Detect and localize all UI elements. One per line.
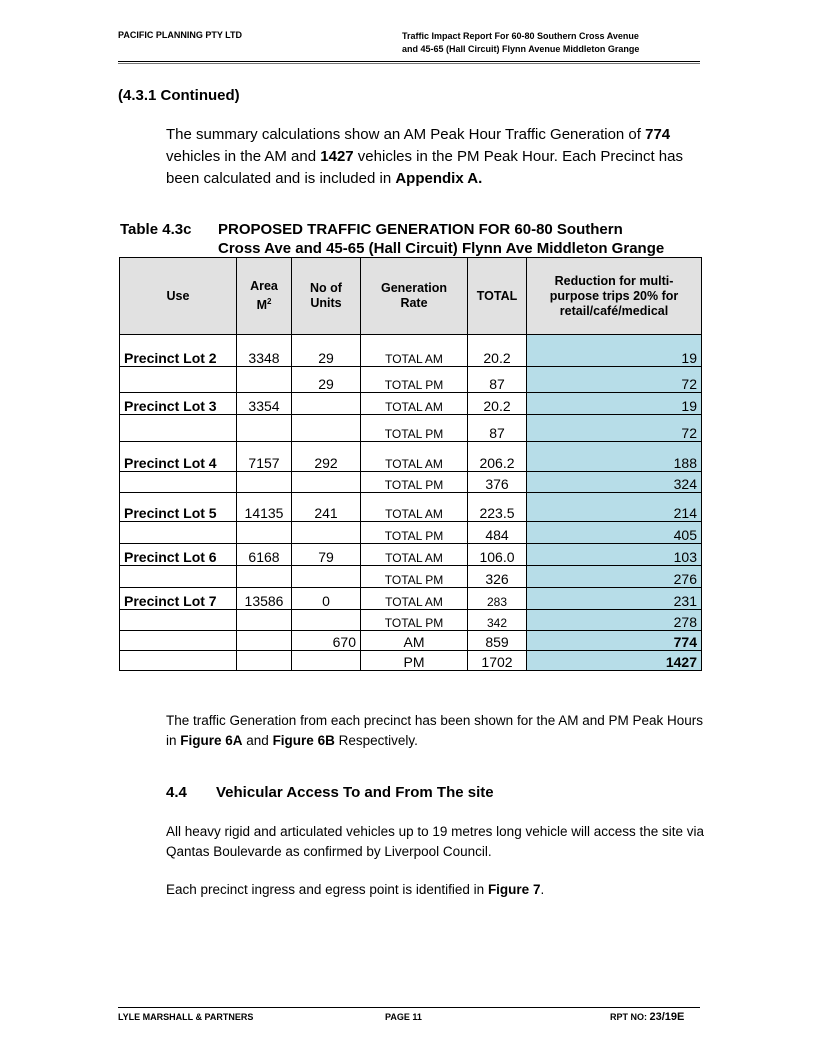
cell-reduction: 19 bbox=[527, 335, 702, 367]
table-row bbox=[120, 588, 702, 610]
cell-use: Precinct Lot 4 bbox=[120, 442, 237, 472]
cell-units: 670 bbox=[292, 631, 361, 651]
table-row bbox=[120, 651, 702, 671]
table-row bbox=[120, 442, 702, 472]
cell-rate: AM bbox=[361, 631, 468, 651]
col-header-rate-l1: Generation bbox=[381, 281, 447, 295]
cell-total: 859 bbox=[468, 631, 527, 651]
cell-use: Precinct Lot 7 bbox=[120, 588, 237, 610]
cell-units: 29 bbox=[292, 335, 361, 367]
cell-rate: TOTAL AM bbox=[361, 544, 468, 566]
cell-use bbox=[120, 472, 237, 493]
figures-paragraph bbox=[166, 711, 706, 751]
cell-total: 87 bbox=[468, 415, 527, 442]
cell-use: Precinct Lot 6 bbox=[120, 544, 237, 566]
cell-use: Precinct Lot 3 bbox=[120, 393, 237, 415]
cell-area: 13586 bbox=[237, 588, 292, 610]
cell-units bbox=[292, 522, 361, 544]
table-row bbox=[120, 493, 702, 522]
col-header-units bbox=[292, 258, 361, 335]
ingress-paragraph bbox=[166, 880, 706, 900]
table-row bbox=[120, 544, 702, 566]
cell-use: Precinct Lot 2 bbox=[120, 335, 237, 367]
cell-reduction: 1427 bbox=[527, 651, 702, 671]
cell-area bbox=[237, 522, 292, 544]
cell-reduction: 774 bbox=[527, 631, 702, 651]
col-header-units-l2: Units bbox=[310, 296, 342, 310]
figure-7-reference: Figure 7 bbox=[487, 882, 541, 897]
cell-reduction: 276 bbox=[527, 566, 702, 588]
footer-report-number bbox=[610, 1011, 684, 1023]
ingress-text-2: . bbox=[540, 882, 545, 897]
cell-rate: TOTAL AM bbox=[361, 393, 468, 415]
header-report-title bbox=[402, 30, 639, 56]
cell-units: 0 bbox=[292, 588, 361, 610]
col-header-reduction: Reduction for multi-purpose trips 20% for retail/café/medical bbox=[527, 258, 702, 335]
cell-total: 20.2 bbox=[468, 393, 527, 415]
cell-units: 241 bbox=[292, 493, 361, 522]
cell-rate: TOTAL AM bbox=[361, 335, 468, 367]
footer-page-number: PAGE 11 bbox=[385, 1012, 422, 1022]
cell-area bbox=[237, 610, 292, 631]
cell-total: 326 bbox=[468, 566, 527, 588]
table-header-row bbox=[120, 258, 702, 335]
cell-reduction: 188 bbox=[527, 442, 702, 472]
table-row bbox=[120, 367, 702, 393]
table-caption-label: Table 4.3c bbox=[120, 221, 192, 238]
section-title: Vehicular Access To and From The site bbox=[216, 784, 494, 801]
cell-reduction: 278 bbox=[527, 610, 702, 631]
header-rule-secondary bbox=[118, 63, 700, 64]
cell-rate: TOTAL PM bbox=[361, 610, 468, 631]
figures-text-1: The traffic Generation from each precinct has been shown for the AM and PM Peak Hours in bbox=[166, 713, 704, 748]
header-rule bbox=[118, 61, 700, 62]
table-row bbox=[120, 522, 702, 544]
cell-rate: TOTAL PM bbox=[361, 415, 468, 442]
cell-use bbox=[120, 415, 237, 442]
table-row bbox=[120, 415, 702, 442]
cell-rate: TOTAL PM bbox=[361, 367, 468, 393]
cell-use bbox=[120, 522, 237, 544]
cell-units: 29 bbox=[292, 367, 361, 393]
cell-total: 20.2 bbox=[468, 335, 527, 367]
figures-text-3: Respectively. bbox=[334, 733, 418, 748]
col-header-area bbox=[237, 258, 292, 335]
figure-6b-reference: Figure 6B bbox=[272, 733, 335, 748]
ingress-text-1: Each precinct ingress and egress point is identified in bbox=[166, 882, 488, 897]
appendix-reference: Appendix A. bbox=[395, 170, 483, 187]
cell-total: 206.2 bbox=[468, 442, 527, 472]
cell-area: 6168 bbox=[237, 544, 292, 566]
figures-text-2: and bbox=[242, 733, 273, 748]
cell-total: 342 bbox=[468, 610, 527, 631]
col-header-area-unit: M bbox=[256, 298, 267, 313]
cell-reduction: 19 bbox=[527, 393, 702, 415]
cell-reduction: 405 bbox=[527, 522, 702, 544]
footer-firm: LYLE MARSHALL & PARTNERS bbox=[118, 1012, 254, 1022]
cell-units bbox=[292, 566, 361, 588]
access-paragraph: All heavy rigid and articulated vehicles up to 19 metres long vehicle will access the site via Qantas Boulevarde as confirmed by Liverpool Council. bbox=[166, 824, 705, 859]
table-row bbox=[120, 472, 702, 493]
cell-units bbox=[292, 415, 361, 442]
cell-use bbox=[120, 610, 237, 631]
cell-area bbox=[237, 631, 292, 651]
col-header-rate-l2: Rate bbox=[400, 296, 428, 310]
figure-6a-reference: Figure 6A bbox=[180, 733, 243, 748]
cell-units bbox=[292, 610, 361, 631]
footer-rule bbox=[118, 1007, 700, 1008]
cell-rate: TOTAL PM bbox=[361, 566, 468, 588]
cell-units bbox=[292, 472, 361, 493]
cell-reduction: 231 bbox=[527, 588, 702, 610]
section-number: 4.4 bbox=[166, 784, 187, 801]
summary-paragraph bbox=[166, 124, 706, 190]
cell-use bbox=[120, 631, 237, 651]
cell-rate: TOTAL AM bbox=[361, 442, 468, 472]
cell-area: 3354 bbox=[237, 393, 292, 415]
cell-units bbox=[292, 651, 361, 671]
am-total-value: 774 bbox=[645, 126, 671, 143]
cell-reduction: 103 bbox=[527, 544, 702, 566]
section-continued-heading: (4.3.1 Continued) bbox=[118, 87, 240, 104]
col-header-total: TOTAL bbox=[468, 258, 527, 335]
cell-area bbox=[237, 367, 292, 393]
traffic-generation-table bbox=[119, 257, 702, 671]
cell-rate: PM bbox=[361, 651, 468, 671]
cell-rate: TOTAL PM bbox=[361, 472, 468, 493]
cell-area bbox=[237, 566, 292, 588]
table-row bbox=[120, 335, 702, 367]
cell-rate: TOTAL AM bbox=[361, 588, 468, 610]
pm-total-value: 1427 bbox=[320, 148, 354, 165]
header-company: PACIFIC PLANNING PTY LTD bbox=[118, 30, 243, 40]
cell-total: 283 bbox=[468, 588, 527, 610]
cell-units bbox=[292, 393, 361, 415]
cell-area bbox=[237, 472, 292, 493]
header-title-line2: and 45-65 (Hall Circuit) Flynn Avenue Middleton Grange bbox=[402, 44, 640, 54]
col-header-area-label: Area bbox=[250, 278, 278, 293]
cell-reduction: 72 bbox=[527, 367, 702, 393]
col-header-use: Use bbox=[120, 258, 237, 335]
summary-text-2: vehicles in the AM and bbox=[166, 148, 321, 165]
col-header-rate bbox=[361, 258, 468, 335]
cell-total: 376 bbox=[468, 472, 527, 493]
footer-report-prefix: RPT NO: bbox=[610, 1012, 650, 1022]
cell-area: 3348 bbox=[237, 335, 292, 367]
table-row bbox=[120, 631, 702, 651]
table-caption-line2: Cross Ave and 45-65 (Hall Circuit) Flynn Ave Middleton Grange bbox=[218, 240, 665, 257]
cell-rate: TOTAL AM bbox=[361, 493, 468, 522]
cell-units: 79 bbox=[292, 544, 361, 566]
cell-total: 87 bbox=[468, 367, 527, 393]
cell-total: 106.0 bbox=[468, 544, 527, 566]
cell-reduction: 324 bbox=[527, 472, 702, 493]
header-title-line1: Traffic Impact Report For 60-80 Southern Cross Avenue bbox=[402, 31, 639, 41]
cell-use: Precinct Lot 5 bbox=[120, 493, 237, 522]
cell-reduction: 72 bbox=[527, 415, 702, 442]
cell-use bbox=[120, 367, 237, 393]
table-row bbox=[120, 393, 702, 415]
cell-total: 223.5 bbox=[468, 493, 527, 522]
cell-area: 7157 bbox=[237, 442, 292, 472]
section-4-4-heading bbox=[166, 784, 494, 801]
cell-use bbox=[120, 651, 237, 671]
cell-units: 292 bbox=[292, 442, 361, 472]
cell-area bbox=[237, 415, 292, 442]
cell-total: 1702 bbox=[468, 651, 527, 671]
cell-area bbox=[237, 651, 292, 671]
footer-report-id: 23/19E bbox=[649, 1011, 685, 1023]
summary-text-3: vehicles in the PM Peak Hour. Each Precinct has been calculated and is included in bbox=[166, 148, 683, 187]
col-header-area-sup: 2 bbox=[266, 296, 272, 306]
col-header-units-l1: No of bbox=[310, 281, 342, 295]
table-row bbox=[120, 610, 702, 631]
table-caption bbox=[120, 220, 664, 258]
cell-rate: TOTAL PM bbox=[361, 522, 468, 544]
table-caption-line1: PROPOSED TRAFFIC GENERATION FOR 60-80 Southern bbox=[218, 221, 623, 238]
cell-reduction: 214 bbox=[527, 493, 702, 522]
cell-use bbox=[120, 566, 237, 588]
cell-area: 14135 bbox=[237, 493, 292, 522]
table-row bbox=[120, 566, 702, 588]
cell-total: 484 bbox=[468, 522, 527, 544]
summary-text-1: The summary calculations show an AM Peak Hour Traffic Generation of bbox=[166, 126, 646, 143]
